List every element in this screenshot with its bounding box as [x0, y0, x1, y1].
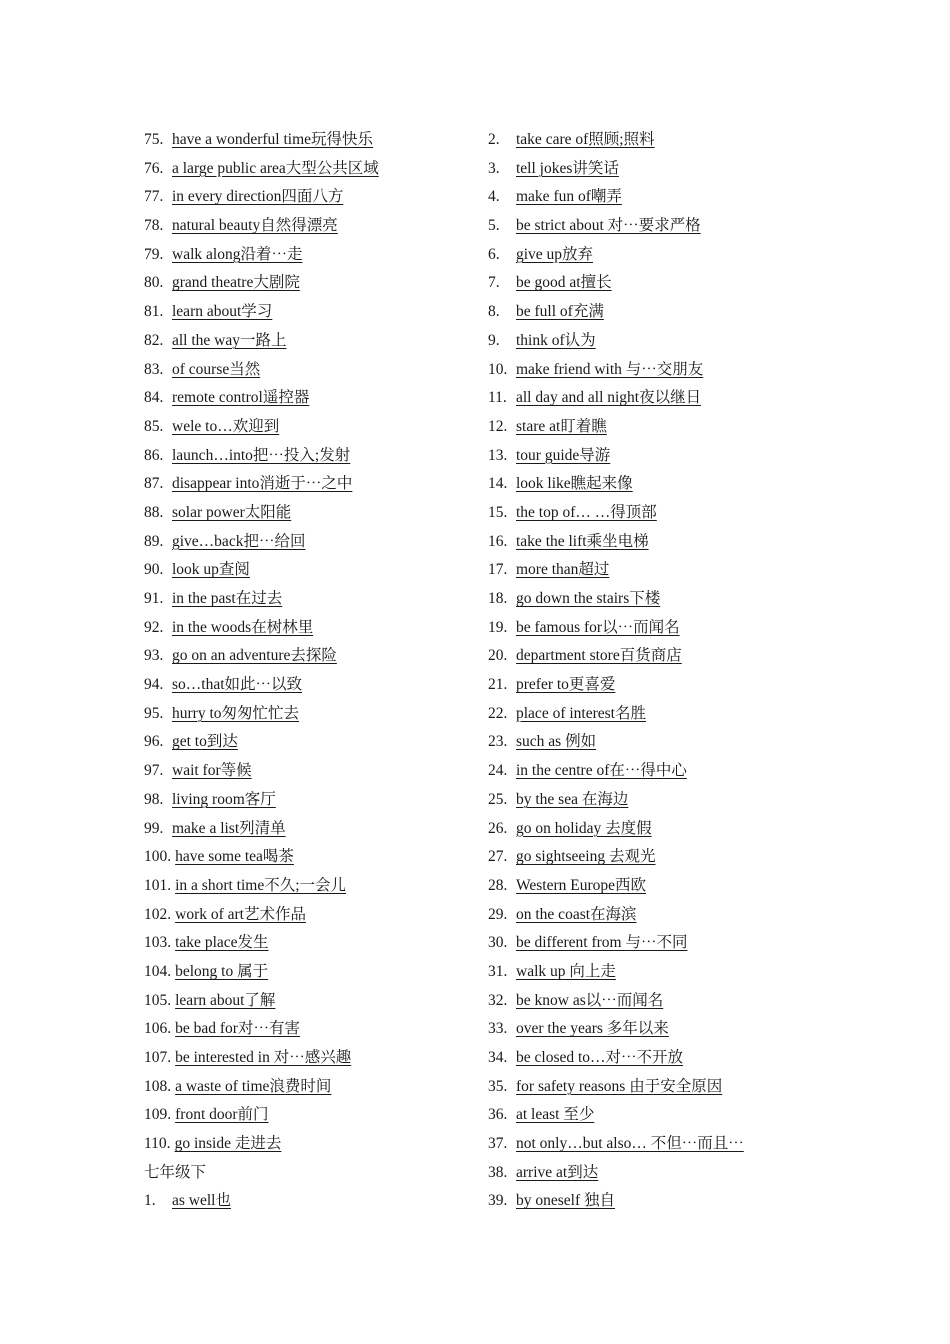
- phrase-text: take care of照顾;照料: [516, 131, 655, 148]
- phrase-text: disappear into消逝于⋯之中: [172, 475, 353, 493]
- phrase-text: wele to…欢迎到: [172, 417, 280, 435]
- item-number: 91.: [144, 590, 164, 607]
- item-number: 100.: [144, 848, 172, 866]
- list-item: [488, 843, 818, 872]
- item-number: 11.: [488, 389, 507, 407]
- item-number: 29.: [488, 905, 508, 923]
- phrase-text: for safety reasons 由于安全原因: [516, 1077, 723, 1095]
- phrase-text: wait for等候: [172, 762, 252, 780]
- list-item: [488, 815, 818, 844]
- item-number: 89.: [144, 532, 164, 550]
- phrase-text: in a short time不久;一会儿: [175, 876, 347, 894]
- phrase-text: launch…into把⋯投入;发射: [172, 446, 351, 464]
- phrase-text: be know as以⋯而闻名: [516, 991, 664, 1009]
- list-item: [488, 499, 818, 528]
- list-item: [488, 786, 818, 815]
- list-item: [488, 470, 818, 499]
- phrase-text: in the woods在树林里: [172, 618, 314, 636]
- item-number: 94.: [144, 676, 164, 694]
- item-number: 14.: [488, 475, 508, 493]
- phrase-text: go inside 走进去: [174, 1135, 282, 1153]
- list-item: [144, 614, 474, 643]
- list-item: [144, 269, 474, 298]
- item-number: 28.: [488, 876, 508, 894]
- item-number: 8.: [488, 303, 500, 321]
- phrase-text: prefer to更喜爱: [516, 676, 616, 694]
- list-item: [488, 126, 818, 155]
- list-item: [488, 556, 818, 585]
- item-number: 6.: [488, 245, 500, 263]
- item-number: 93.: [144, 647, 164, 665]
- phrase-text: belong to 属于: [175, 962, 269, 980]
- list-item: [144, 155, 474, 184]
- list-item: [488, 958, 818, 987]
- item-number: 24.: [488, 762, 508, 780]
- phrase-text: in the centre of在⋯得中心: [516, 762, 687, 780]
- item-number: 99.: [144, 819, 164, 837]
- list-item: [144, 757, 474, 786]
- phrase-text: make fun of嘲弄: [516, 188, 622, 206]
- phrase-text: in every direction四面八方: [172, 188, 344, 206]
- phrase-text: be good at擅长: [516, 274, 612, 292]
- list-item: [144, 1101, 474, 1130]
- item-number: 13.: [488, 446, 508, 464]
- list-item: [144, 556, 474, 585]
- list-item: [488, 700, 818, 729]
- list-item: [488, 1044, 818, 1073]
- item-number: 21.: [488, 676, 508, 694]
- item-number: 102.: [144, 905, 172, 923]
- item-number: 103.: [144, 934, 172, 952]
- phrase-text: tour guide导游: [516, 446, 611, 464]
- list-item: [488, 728, 818, 757]
- list-item: [488, 1159, 818, 1188]
- phrase-text: think of认为: [516, 331, 596, 349]
- item-number: 38.: [488, 1163, 508, 1181]
- item-number: 35.: [488, 1077, 508, 1095]
- phrase-text: give up放弃: [516, 245, 594, 263]
- item-number: 80.: [144, 274, 164, 292]
- item-number: 3.: [488, 159, 500, 177]
- list-item: [488, 929, 818, 958]
- list-item: [144, 671, 474, 700]
- item-number: 87.: [144, 475, 164, 493]
- phrase-text: solar power太阳能: [172, 503, 292, 521]
- item-number: 85.: [144, 417, 164, 435]
- phrase-text: at least 至少: [516, 1106, 595, 1124]
- list-item: [488, 1101, 818, 1130]
- list-item: [144, 585, 474, 614]
- list-item: [488, 642, 818, 671]
- item-number: 18.: [488, 590, 508, 607]
- phrase-text: not only…but also… 不但⋯而且⋯: [516, 1135, 744, 1153]
- phrase-text: make friend with 与⋯交朋友: [516, 360, 704, 378]
- item-number: 36.: [488, 1106, 508, 1124]
- phrase-text: be closed to…对⋯不开放: [516, 1049, 684, 1066]
- phrase-text: go on an adventure去探险: [172, 647, 337, 665]
- phrase-text: go down the stairs下楼: [516, 590, 661, 607]
- phrase-text: of course当然: [172, 360, 261, 378]
- item-number: 109.: [144, 1106, 172, 1124]
- phrase-text: be bad for对⋯有害: [175, 1020, 300, 1038]
- list-item: [488, 356, 818, 385]
- list-item: [144, 901, 474, 930]
- list-item: [144, 499, 474, 528]
- list-item: [488, 442, 818, 471]
- item-number: 110.: [144, 1135, 171, 1153]
- item-number: 101.: [144, 876, 172, 894]
- list-item: [488, 241, 818, 270]
- phrase-text: a large public area大型公共区域: [172, 159, 379, 177]
- item-number: 23.: [488, 733, 508, 751]
- phrase-text: get to到达: [172, 733, 238, 751]
- item-number: 39.: [488, 1192, 508, 1210]
- list-item: [144, 1015, 474, 1044]
- phrase-text: natural beauty自然得漂亮: [172, 217, 338, 235]
- phrase-text: as well也: [172, 1192, 231, 1210]
- left-column: [144, 126, 474, 1216]
- list-item: [144, 442, 474, 471]
- phrase-text: make a list列清单: [172, 819, 286, 837]
- item-number: 83.: [144, 360, 164, 378]
- item-number: 75.: [144, 131, 164, 148]
- phrase-text: grand theatre大剧院: [172, 274, 300, 292]
- phrase-text: take the lift乘坐电梯: [516, 532, 649, 550]
- list-item: [488, 212, 818, 241]
- list-item: [144, 1044, 474, 1073]
- item-number: 95.: [144, 704, 164, 722]
- item-number: 104.: [144, 962, 172, 980]
- list-item: [144, 1073, 474, 1102]
- item-number: 84.: [144, 389, 164, 407]
- item-number: 20.: [488, 647, 508, 665]
- item-number: 22.: [488, 704, 508, 722]
- phrase-text: by the sea 在海边: [516, 790, 629, 808]
- item-number: 90.: [144, 561, 164, 579]
- list-item: [144, 470, 474, 499]
- phrase-text: a waste of time浪费时间: [175, 1077, 332, 1095]
- list-item: [144, 126, 474, 155]
- list-item: [488, 757, 818, 786]
- phrase-text: tell jokes讲笑话: [516, 159, 619, 177]
- phrase-text: have a wonderful time玩得快乐: [172, 131, 374, 148]
- list-item: [488, 155, 818, 184]
- list-item: [144, 642, 474, 671]
- list-item: [144, 1130, 474, 1159]
- list-item: [144, 212, 474, 241]
- list-item: [144, 700, 474, 729]
- list-item: [144, 413, 474, 442]
- item-number: 106.: [144, 1020, 172, 1038]
- phrase-text: look up查阅: [172, 561, 250, 579]
- list-item: [488, 1187, 818, 1216]
- list-item: [144, 183, 474, 212]
- phrase-text: front door前门: [175, 1106, 269, 1124]
- phrase-text: hurry to匆匆忙忙去: [172, 704, 300, 722]
- item-number: 86.: [144, 446, 164, 464]
- item-number: 105.: [144, 991, 172, 1009]
- item-number: 9.: [488, 331, 500, 349]
- item-number: 108.: [144, 1077, 172, 1095]
- list-item: [488, 671, 818, 700]
- phrase-text: give…back把⋯给回: [172, 532, 306, 550]
- list-item: [488, 901, 818, 930]
- list-item: [488, 1015, 818, 1044]
- list-item: [488, 298, 818, 327]
- item-number: 96.: [144, 733, 164, 751]
- list-item: [488, 183, 818, 212]
- phrase-text: go on holiday 去度假: [516, 819, 652, 837]
- phrase-text: be famous for以⋯而闻名: [516, 618, 680, 636]
- phrase-text: arrive at到达: [516, 1163, 599, 1181]
- item-number: 7.: [488, 274, 500, 292]
- item-number: 37.: [488, 1135, 508, 1153]
- list-item: [488, 987, 818, 1016]
- phrase-text: stare at盯着瞧: [516, 417, 607, 435]
- phrase-text: be strict about 对⋯要求严格: [516, 217, 701, 235]
- item-number: 77.: [144, 188, 164, 206]
- list-item: [144, 929, 474, 958]
- item-number: 88.: [144, 503, 164, 521]
- phrase-text: all the way一路上: [172, 331, 287, 349]
- list-item: [488, 528, 818, 557]
- list-item: [144, 528, 474, 557]
- item-number: 32.: [488, 991, 508, 1009]
- item-number: 17.: [488, 561, 508, 579]
- list-item: [488, 413, 818, 442]
- phrase-text: have some tea喝茶: [175, 848, 294, 866]
- item-number: 10.: [488, 360, 508, 378]
- list-item: [144, 356, 474, 385]
- phrase-text: work of art艺术作品: [175, 905, 306, 923]
- list-item: [144, 958, 474, 987]
- section-heading: 七年级下: [144, 1163, 207, 1181]
- list-item: [488, 327, 818, 356]
- phrase-text: living room客厅: [172, 790, 276, 808]
- phrase-text: remote control遥控器: [172, 389, 310, 407]
- item-number: 81.: [144, 303, 164, 321]
- list-item: [144, 786, 474, 815]
- phrase-text: department store百货商店: [516, 647, 682, 665]
- phrase-text: the top of… …得顶部: [516, 503, 657, 521]
- item-number: 15.: [488, 503, 508, 521]
- phrase-text: be interested in 对⋯感兴趣: [175, 1049, 352, 1066]
- phrase-text: walk along沿着⋯走: [172, 245, 303, 263]
- list-item: [488, 614, 818, 643]
- item-number: 30.: [488, 934, 508, 952]
- list-item: [144, 872, 474, 901]
- phrase-text: learn about了解: [175, 991, 276, 1009]
- list-item: [488, 1073, 818, 1102]
- phrase-text: look like瞧起来像: [516, 475, 633, 493]
- list-item: [488, 1130, 818, 1159]
- item-number: 76.: [144, 159, 164, 177]
- list-item: [144, 327, 474, 356]
- list-item: [488, 585, 818, 614]
- phrase-text: walk up 向上走: [516, 962, 616, 980]
- phrase-text: so…that如此⋯以致: [172, 676, 303, 694]
- list-item: [144, 987, 474, 1016]
- list-item: [144, 815, 474, 844]
- item-number: 82.: [144, 331, 164, 349]
- phrase-text: on the coast在海滨: [516, 905, 637, 923]
- phrase-text: such as 例如: [516, 733, 597, 751]
- phrase-text: Western Europe西欧: [516, 876, 647, 894]
- list-item: [144, 298, 474, 327]
- item-number: 26.: [488, 819, 508, 837]
- item-number: 33.: [488, 1020, 508, 1038]
- list-item: [144, 241, 474, 270]
- item-number: 97.: [144, 762, 164, 780]
- list-item: [488, 384, 818, 413]
- right-column: [488, 126, 818, 1216]
- item-number: 2.: [488, 131, 500, 148]
- phrase-text: over the years 多年以来: [516, 1020, 669, 1038]
- list-item: [144, 728, 474, 757]
- phrase-text: be full of充满: [516, 303, 604, 321]
- item-number: 27.: [488, 848, 508, 866]
- phrase-text: more than超过: [516, 561, 610, 579]
- phrase-text: go sightseeing 去观光: [516, 848, 656, 866]
- phrase-text: by oneself 独自: [516, 1192, 616, 1210]
- phrase-text: in the past在过去: [172, 590, 283, 607]
- list-item: [488, 872, 818, 901]
- item-number: 12.: [488, 417, 508, 435]
- phrase-text: learn about学习: [172, 303, 273, 321]
- list-item: [144, 1187, 474, 1216]
- item-number: 79.: [144, 245, 164, 263]
- item-number: 4.: [488, 188, 500, 206]
- item-number: 5.: [488, 217, 500, 235]
- item-number: 98.: [144, 790, 164, 808]
- phrase-text: place of interest名胜: [516, 704, 646, 722]
- list-item: [144, 843, 474, 872]
- item-number: 1.: [144, 1192, 156, 1210]
- item-number: 25.: [488, 790, 508, 808]
- item-number: 31.: [488, 962, 508, 980]
- phrase-text: take place发生: [175, 934, 269, 952]
- list-item: [488, 269, 818, 298]
- item-number: 78.: [144, 217, 164, 235]
- phrase-text: be different from 与⋯不同: [516, 934, 688, 952]
- item-number: 16.: [488, 532, 508, 550]
- item-number: 34.: [488, 1049, 508, 1066]
- phrase-text: all day and all night夜以继日: [516, 389, 702, 407]
- item-number: 92.: [144, 618, 164, 636]
- list-item: [144, 384, 474, 413]
- item-number: 19.: [488, 618, 508, 636]
- item-number: 107.: [144, 1049, 172, 1066]
